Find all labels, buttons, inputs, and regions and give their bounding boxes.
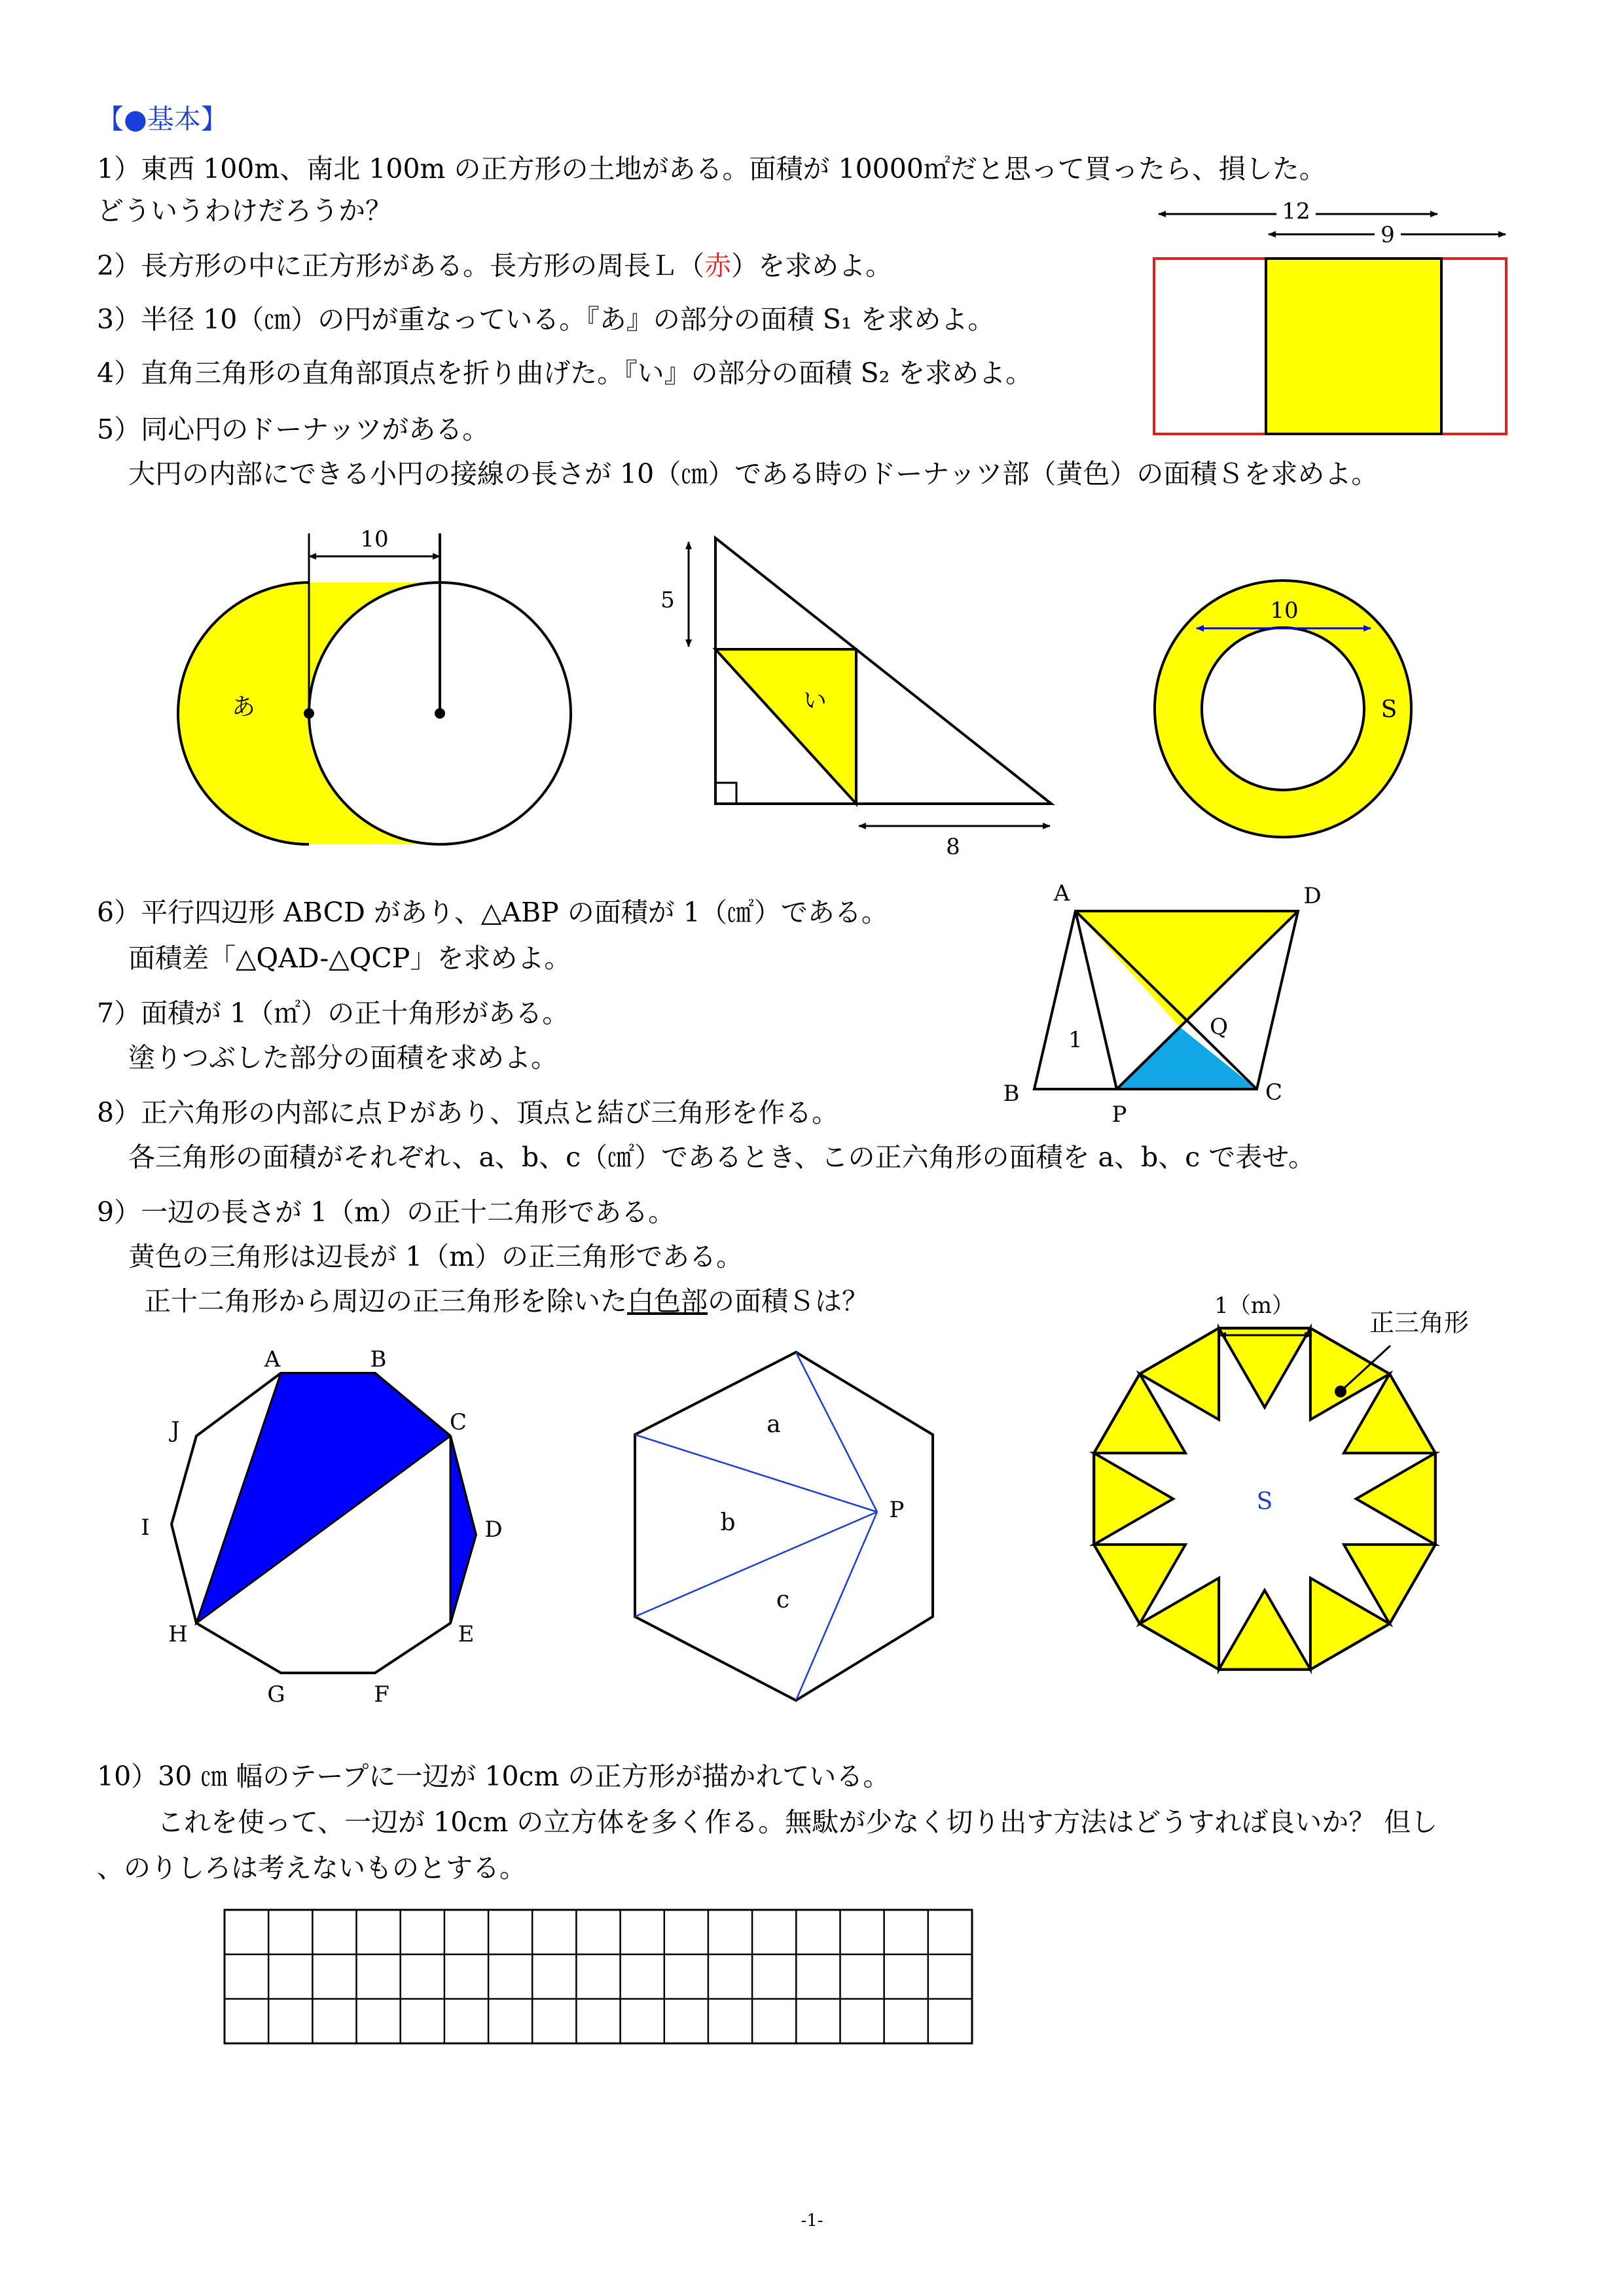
fig7-label-g: G <box>267 1681 285 1708</box>
q5-line1: 5）同心円のドーナッツがある。 <box>97 414 490 445</box>
fig3-label-10: 10 <box>360 526 389 552</box>
fig8-label-c: c <box>776 1587 790 1613</box>
q2-post: ）を求めよ。 <box>731 250 893 281</box>
fig2-rectangle-square <box>1154 196 1506 434</box>
fig5-inner-circle <box>1202 628 1364 790</box>
page-number: -1- <box>801 2211 823 2231</box>
fig6-label-p: P <box>1111 1102 1127 1128</box>
fig6-label-1: 1 <box>1068 1027 1083 1053</box>
q8-line2: 各三角形の面積がそれぞれ、a、b、c（㎠）であるとき、この正六角形の面積を a、b、c で表せ。 <box>128 1141 1315 1173</box>
fig6-label-q: Q <box>1210 1014 1228 1040</box>
q9-l3-underlined: 白色部 <box>627 1285 708 1317</box>
fig7-label-i: I <box>141 1515 150 1541</box>
fig6-parallelogram <box>1003 880 1322 1128</box>
fig6-label-d: D <box>1303 883 1322 909</box>
fig9-label-1m: 1（m） <box>1214 1293 1294 1319</box>
fig3-point-left <box>304 708 314 719</box>
fig8-line-p2 <box>635 1435 877 1512</box>
fig3-point-center <box>435 708 445 719</box>
fig4-label-5: 5 <box>660 587 675 613</box>
q1-line2: どういうわけだろうか？ <box>97 195 392 226</box>
q7-line1: 7）面積が 1（㎡）の正十角形がある。 <box>97 997 569 1029</box>
fig9-dodecagon <box>1094 1293 1469 1670</box>
fig4-yellow-triangle <box>715 649 856 804</box>
fig8-line-p3 <box>635 1512 877 1617</box>
q10-line3: 、のりしろは考えないものとする。 <box>97 1852 526 1884</box>
fig8-line-p4 <box>796 1512 877 1700</box>
fig7-blue-triangle <box>450 1436 476 1623</box>
q9-line1: 9）一辺の長さが 1（m）の正十二角形である。 <box>97 1196 676 1228</box>
fig7-label-c: C <box>449 1409 467 1435</box>
fig4-right-angle-mark <box>715 783 736 804</box>
fig8-outline <box>635 1352 933 1700</box>
q1-line1: 1）東西 100m、南北 100m の正方形の土地がある。面積が 10000㎡だと思って買ったら、損した。 <box>97 153 1326 185</box>
fig2-label-12: 12 <box>1282 198 1310 224</box>
fig3-circles <box>178 526 571 844</box>
q10-line1: 10）30 ㎝ 幅のテープに一辺が 10cm の正方形が描かれている。 <box>97 1761 890 1792</box>
fig7-label-b: B <box>370 1346 387 1372</box>
q4-text: 4）直角三角形の直角部頂点を折り曲げた。『い』の部分の面積 S₂ を求めよ。 <box>97 357 1033 389</box>
q5-line2: 大円の内部にできる小円の接線の長さが 10（㎝）である時のドーナッツ部（黄色）の面積Ｓを求めよ。 <box>128 458 1379 490</box>
fig9-pointer-dot <box>1335 1386 1346 1397</box>
q6-line2: 面積差「△QAD-△QCP」を求めよ。 <box>128 942 571 974</box>
q10-grid-outline <box>225 1910 972 2043</box>
q7-line2: 塗りつぶした部分の面積を求めよ。 <box>128 1042 558 1073</box>
fig2-label-9: 9 <box>1380 222 1395 248</box>
fig3-label-a: あ <box>231 694 256 721</box>
q2-red: 赤 <box>704 250 732 281</box>
q2-pre: 2）長方形の中に正方形がある。長方形の周長Ｌ（ <box>97 250 705 281</box>
fig7-label-j: J <box>171 1417 180 1443</box>
fig7-blue-quad <box>196 1373 450 1623</box>
fig7-label-f: F <box>374 1681 389 1708</box>
fig8-label-a: a <box>767 1411 781 1438</box>
q9-l3-post: の面積Ｓは？ <box>708 1285 869 1317</box>
fig8-label-p: P <box>889 1497 905 1523</box>
q8-line1: 8）正六角形の内部に点Ｐがあり、頂点と結び三角形を作る。 <box>97 1097 839 1128</box>
fig8-label-b: b <box>720 1509 736 1536</box>
q9-line2: 黄色の三角形は辺長が 1（m）の正三角形である。 <box>128 1241 743 1272</box>
fig7-label-d: D <box>484 1516 503 1543</box>
q10-grid-tape <box>225 1910 972 2043</box>
fig2-yellow-square <box>1266 259 1441 434</box>
q6-line1: 6）平行四辺形 ABCD があり、△ABP の面積が 1（㎠）である。 <box>97 897 888 928</box>
fig7-decagon <box>141 1346 502 1708</box>
fig7-label-h: H <box>168 1621 188 1647</box>
fig5-donut <box>1155 581 1411 837</box>
fig4-label-i: い <box>803 687 827 714</box>
fig8-hexagon <box>635 1352 933 1700</box>
fig6-label-c: C <box>1265 1079 1283 1105</box>
fig7-label-e: E <box>458 1621 475 1647</box>
fig4-right-triangle <box>660 538 1051 860</box>
q9-l3-pre: 正十二角形から周辺の正三角形を除いた <box>144 1285 627 1317</box>
fig6-label-b: B <box>1003 1081 1020 1107</box>
q3-text: 3）半径 10（㎝）の円が重なっている。『あ』の部分の面積 S₁ を求めよ。 <box>97 304 995 335</box>
fig7-label-a: A <box>264 1346 281 1372</box>
section-header: 【●基本】 <box>97 103 228 135</box>
fig6-label-a: A <box>1053 880 1070 906</box>
q10-line2: これを使って、一辺が 10cm の立方体を多く作る。無駄が少なく切り出す方法はどうすれば良いか？ 但し <box>157 1806 1438 1838</box>
fig4-label-8: 8 <box>946 834 960 860</box>
fig9-label-tri: 正三角形 <box>1369 1308 1470 1337</box>
fig5-label-s: S <box>1380 696 1398 723</box>
fig9-label-s: S <box>1256 1488 1273 1515</box>
fig6-blue-triangle <box>1117 1026 1257 1089</box>
fig6-yellow-triangle <box>1075 911 1298 1026</box>
fig5-label-10: 10 <box>1270 598 1299 624</box>
